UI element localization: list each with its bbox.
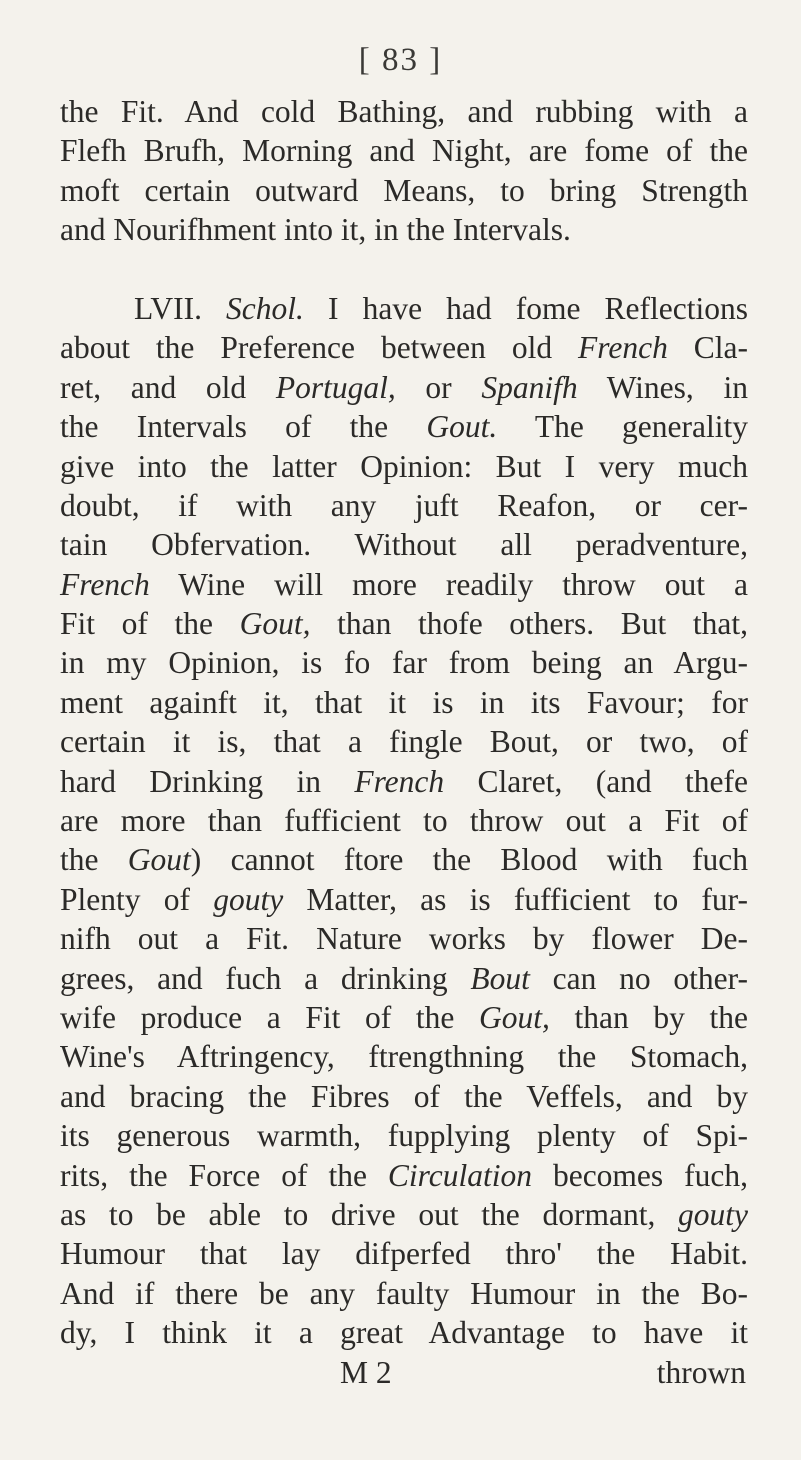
italic-run: French [578, 330, 668, 366]
text-run: nifh out a Fit. Nature works by flower De- [60, 921, 748, 957]
text-run: wife produce a Fit of the [60, 999, 479, 1035]
text-run: Wine will more readily throw out a [149, 566, 748, 602]
italic-run: gouty [213, 881, 284, 917]
text-line [60, 486, 748, 525]
text-run: Cla- [667, 330, 749, 366]
text-run: in my Opinion, is fo far from being an Argu- [60, 645, 748, 681]
text-line [60, 1156, 748, 1195]
text-run: tain Obfervation. Without all peradventure, [60, 527, 748, 563]
text-run: or [395, 369, 482, 405]
text-run: hard Drinking in [60, 763, 355, 799]
text-line [60, 447, 748, 486]
text-run: rits, the Force of the [60, 1157, 388, 1193]
text-line [60, 762, 748, 801]
text-run: The generality [497, 409, 748, 445]
text-run: Flefh Brufh, Morning and Night, are fome of the [60, 133, 748, 169]
text-line [60, 1313, 748, 1352]
text-run: grees, and fuch a drinking [60, 960, 471, 996]
catchword: thrown [656, 1354, 746, 1390]
text-line [60, 683, 748, 722]
text-run: And if there be any faulty Humour in the Bo- [60, 1275, 748, 1311]
text-line [60, 131, 748, 170]
text-line [60, 880, 748, 919]
text-run: Fit of the [60, 606, 240, 642]
italic-run: Gout [127, 842, 191, 878]
text-run: ment againft it, that it is in its Favour; for [60, 684, 748, 720]
italic-run: Gout. [426, 409, 498, 445]
italic-run: Portugal, [275, 369, 396, 405]
text-run: can no other- [529, 960, 749, 996]
page-number: [ 83 ] [358, 42, 443, 78]
text-run: I have had fome Reflections [303, 290, 748, 326]
italic-run: Schol. [226, 290, 304, 326]
text-run: as to be able to drive out the dormant, [60, 1196, 679, 1232]
text-line [60, 1116, 748, 1155]
text-line [60, 565, 748, 604]
text-run: the Intervals of the [60, 409, 427, 445]
text-run: and Nourifhment into it, in the Intervals. [60, 212, 571, 248]
text-run: becomes fuch, [532, 1157, 748, 1193]
text-run: give into the latter Opinion: But I very much [60, 448, 748, 484]
text-line [60, 959, 748, 998]
text-run: moft certain outward Means, to bring Strength [60, 172, 748, 208]
text-run: ) cannot ftore the Blood with fuch [190, 842, 749, 878]
text-line [60, 1037, 748, 1076]
text-run: and bracing the Fibres of the Veffels, and by [60, 1078, 748, 1114]
text-run: doubt, if with any juft Reafon, or cer- [60, 487, 748, 523]
text-line [60, 328, 748, 367]
text-run: Claret, (and thefe [444, 763, 749, 799]
text-run: about the Preference between old [60, 330, 579, 366]
text-line [60, 604, 748, 643]
italic-run: Spanifh [481, 369, 578, 405]
text-line [60, 1274, 748, 1313]
text-line [60, 1234, 748, 1273]
text-line [60, 801, 748, 840]
italic-run: gouty [678, 1196, 748, 1232]
text-run: dy, I think it a great Advantage to have it [60, 1315, 748, 1351]
italic-run: Circulation [387, 1157, 532, 1193]
signature-mark: M 2 [340, 1354, 392, 1390]
text-line [60, 210, 748, 249]
italic-run: Bout [470, 960, 530, 996]
text-line [60, 840, 748, 879]
text-run: than by the [549, 999, 748, 1035]
text-run: Humour that lay difperfed thro' the Habit. [60, 1236, 748, 1272]
text-run: its generous warmth, fupplying plenty of Spi- [60, 1118, 748, 1154]
italic-run: Gout, [478, 999, 550, 1035]
text-run: Wine's Aftringency, ftrengthning the Stomach, [60, 1039, 748, 1075]
italic-run: French [60, 566, 150, 602]
body-text [60, 92, 748, 1392]
text-run: Plenty of [60, 881, 214, 917]
italic-run: French [354, 763, 445, 799]
text-run: the [60, 842, 128, 878]
text-run: Matter, as is fufficient to fur- [283, 881, 748, 917]
text-line [60, 171, 748, 210]
italic-run: Gout, [239, 606, 311, 642]
text-run: the Fit. And cold Bathing, and rubbing with a [60, 94, 748, 129]
text-line [60, 525, 748, 564]
text-line [60, 1195, 748, 1234]
text-run: LVII. [134, 290, 227, 326]
text-run: than thofe others. But that, [310, 606, 749, 642]
text-run: are more than fufficient to throw out a Fit of [60, 803, 748, 839]
signature-line [60, 1353, 748, 1392]
text-line [60, 289, 748, 328]
text-line [60, 919, 748, 958]
text-line [60, 1077, 748, 1116]
text-run: Wines, in [577, 369, 748, 405]
text-line [60, 643, 748, 682]
text-run: certain it is, that a fingle Bout, or two, of [60, 724, 748, 760]
text-line [60, 368, 748, 407]
paragraph-gap [60, 250, 748, 289]
text-line [60, 92, 748, 131]
text-line [60, 407, 748, 446]
text-line [60, 998, 748, 1037]
text-line [60, 722, 748, 761]
text-run: ret, and old [60, 369, 276, 405]
